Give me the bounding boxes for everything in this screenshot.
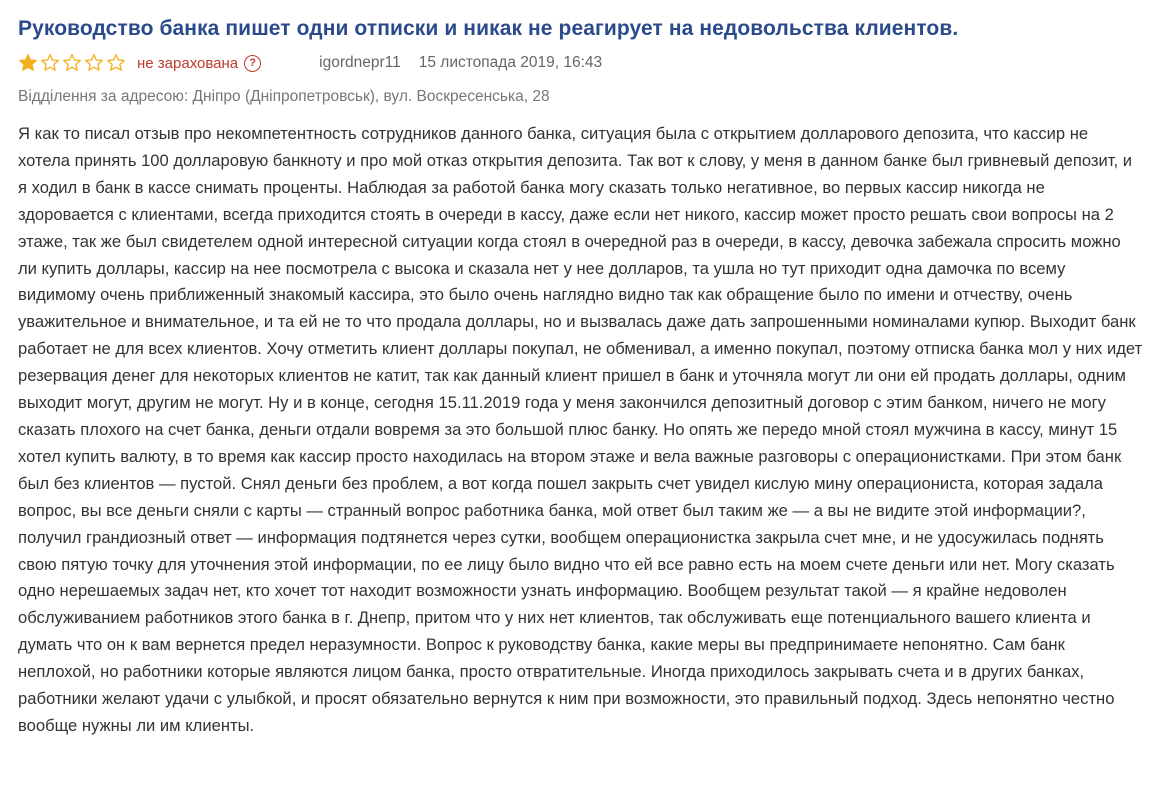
review-title[interactable]: Руководство банка пишет одни отписки и никак не реагирует на недовольства клиентов.	[18, 17, 959, 40]
star-icon-4	[84, 53, 104, 73]
status-label: не зарахована	[137, 54, 239, 72]
star-icon-1	[18, 53, 38, 73]
review-body: Я как то писал отзыв про некомпетентность сотрудников данного банка, ситуация была с открытием долларового депозита, что кассир не хотела принять 100 долларовую банкноту и про мой отказ открытия депозита. Так вот к слову, у меня в данном банке был гривневый депозит, и я ходил в банк в кассе снимать проценты. Наблюдая за работой банка могу сказать только негативное, во первых кассир никогда не здоровается с клиентами, всегда приходится стоять в очереди в кассу, даже если нет никого, кассир может просто решать свои вопросы на 2 этаже, так же был свидетелем одной интересной ситуации когда стоял в очередной раз в очереди, в кассу, девочка забежала спросить можно ли купить доллары, кассир на нее посмотрела с высока и сказала нет у нее долларов, та ушла но тут приходит одна дамочка по всему видимому очень приближенный знакомый кассира, это было очень наглядно видно так как обращение было по имени и отчеству, очень уважительное и внимательное, и та ей не то что продала доллары, но и вызвалась даже дать запрошенными номиналами купюр. Выходит банк работает не для всех клиентов. Хочу отметить клиент доллары покупал, не обменивал, а именно покупал, поэтому отписка банка мол у них идет резервация денег для некоторых клиентов не катит, так как данный клиент пришел в банк и уточняла могут ли они ей продать доллары, одним выходит могут, другим не могут. Ну и в конце, сегодня 15.11.2019 года у меня закончился депозитный договор с этим банком, ничего не могу сказать плохого на счет банка, деньги отдали вовремя за это большой плюс банку. Но опять же передо мной стоял мужчина в кассу, минут 15 хотел купить валюту, в то время как кассир просто находилась на втором этаже и вела важные разговоры с операционистками. При этом банк был без клиентов — пустой. Снял деньги без проблем, а вот когда пошел закрыть счет увидел кислую мину операциониста, которая задала вопрос, вы все деньги сняли с карты — странный вопрос работника банка, мой ответ был таким же — а вы не видите этой информации?, получил грандиозный ответ — информация подтянется через сутки, вообщем операционистка закрыла счет мне, и не удосужилась поднять свою пятую точку для уточнения этой информации, по ее лицу было видно что ей все равно есть на моем счете деньги или нет. Могу сказать одно нерешаемых задач нет, кто хочет тот находит возможности узнать информацию. Вообщем результат такой — я крайне недоволен обслуживанием работников этого банка в г. Днепр, притом что у них нет клиентов, так обслуживать еще потенциального вашего клиента и думать что он к вам вернется предел неразумности. Вопрос к руководству банка, какие меры вы предпринимаете непонятно. Сам банк неплохой, но работники которые являются лицом банка, просто отвратительные. Иногда приходилось закрывать счета и в других банках, работники желают удачи с улыбкой, и просят обязательно вернутся к ним при возможности, это правильный подход. Здесь непонятно честно вообще нужны ли им клиенты.	[18, 124, 1143, 735]
review-date: 15 листопада 2019, 16:43	[418, 54, 603, 71]
author-name[interactable]: igordnepr11	[319, 54, 401, 71]
help-icon[interactable]: ?	[244, 55, 261, 72]
status-badge	[137, 55, 261, 72]
branch-address: Відділення за адресою: Дніпро (Дніпропетровськ), вул. Воскресенська, 28	[18, 88, 550, 105]
star-icon-2	[40, 53, 60, 73]
star-icon-5	[106, 53, 126, 73]
review-meta	[18, 50, 1144, 76]
star-icon-3	[62, 53, 82, 73]
rating-stars	[18, 53, 126, 73]
